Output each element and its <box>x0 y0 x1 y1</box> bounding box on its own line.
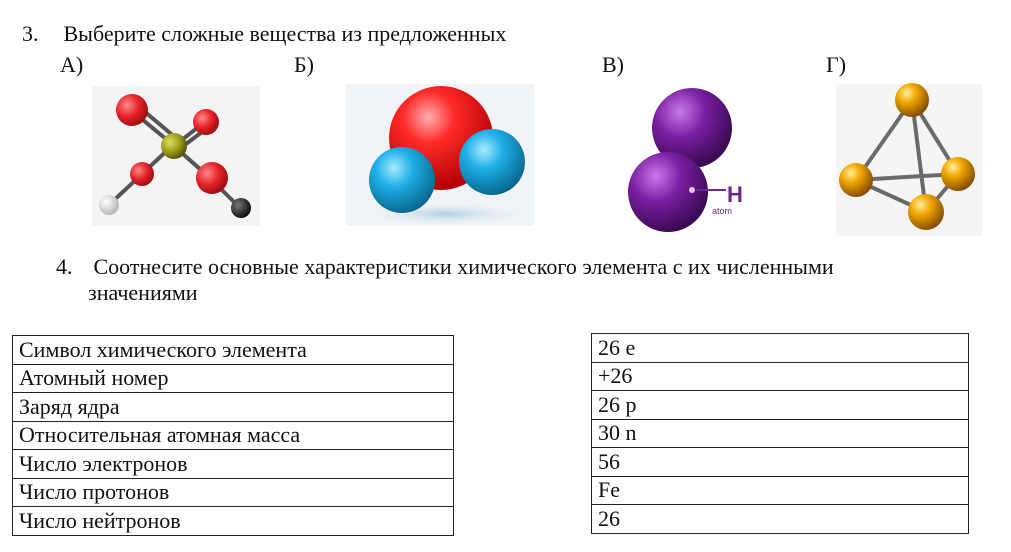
table-row <box>13 507 454 536</box>
table-row <box>592 362 969 391</box>
table-cell: Число протонов <box>13 478 454 507</box>
question-4-text-line1: Соотнесите основные характеристики химического элемента с их численными <box>93 254 834 279</box>
table-row <box>13 450 454 479</box>
characteristics-table <box>12 335 454 536</box>
table-cell: Атомный номер <box>13 364 454 393</box>
option-c-label: В) <box>602 52 624 77</box>
tetrahedral-molecule-icon <box>836 84 982 236</box>
table-cell: 26 p <box>592 391 969 420</box>
question-4-text-line2: значениями <box>88 280 198 305</box>
table-cell: Число нейтронов <box>13 507 454 536</box>
table-row <box>13 393 454 422</box>
caption-atom: atom <box>712 206 733 216</box>
table-row <box>592 448 969 477</box>
table-cell: Заряд ядра <box>13 393 454 422</box>
table-row <box>592 334 969 363</box>
table-cell: 30 n <box>592 419 969 448</box>
table-cell: Fe <box>592 476 969 505</box>
table-cell: 26 <box>592 505 969 534</box>
table-row <box>13 336 454 365</box>
values-table <box>591 333 969 534</box>
option-b-label: Б) <box>294 52 314 77</box>
table-cell: 26 e <box>592 334 969 363</box>
table-cell: Символ химического элемента <box>13 336 454 365</box>
table-row <box>13 421 454 450</box>
option-d-label: Г) <box>826 52 847 77</box>
table-row <box>592 419 969 448</box>
table-row <box>592 391 969 420</box>
question-3-text: Выберите сложные вещества из предложенных <box>63 21 507 46</box>
table-row <box>592 476 969 505</box>
table-row <box>13 478 454 507</box>
question-3-number: 3. <box>22 21 39 46</box>
option-a-label: А) <box>60 52 84 77</box>
question-4 <box>56 254 834 280</box>
table-cell: Число электронов <box>13 450 454 479</box>
table-cell: +26 <box>592 362 969 391</box>
question-4-number: 4. <box>56 254 73 279</box>
question-3 <box>22 21 506 47</box>
table-cell: Относительная атомная масса <box>13 421 454 450</box>
diatomic-molecule-icon <box>626 84 743 234</box>
table-cell: 56 <box>592 448 969 477</box>
water-molecule-icon <box>346 84 534 226</box>
table-row <box>13 364 454 393</box>
sulfuric-acid-molecule-icon <box>92 86 260 226</box>
table-row <box>592 505 969 534</box>
caption-h: H <box>727 182 743 207</box>
